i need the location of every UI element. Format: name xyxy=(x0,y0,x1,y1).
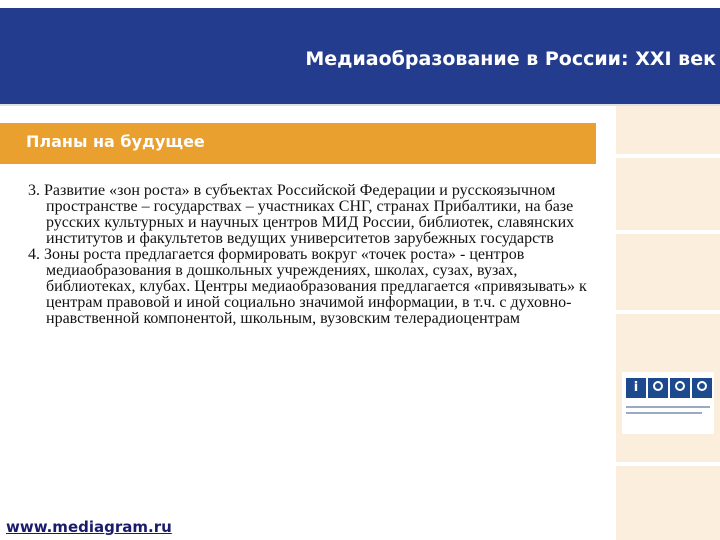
paragraph: 3. Развитие «зон роста» в субъектах Российской Федерации и русскоязычном пространстве – государствах – участниках СНГ, странах Прибалтики, на базе русских культурных и научных центров МИД России, библиотек, славянских институтов и факультетов ведущих университетов зарубежных государств xyxy=(28,182,575,247)
logo-circle-icon xyxy=(648,378,668,398)
side-decoration-strip xyxy=(616,106,720,540)
side-separator xyxy=(616,310,720,314)
logo-circle-icon xyxy=(670,378,690,398)
website-link[interactable]: www.mediagram.ru xyxy=(6,518,172,536)
logo-letter-icon: i xyxy=(626,378,646,398)
side-separator xyxy=(616,462,720,466)
section-heading-bar xyxy=(0,123,596,164)
header-bar xyxy=(0,8,720,104)
side-separator xyxy=(616,230,720,234)
side-separator xyxy=(616,154,720,158)
top-margin xyxy=(0,0,720,8)
slide-title: Медиаобразование в России: XXI век xyxy=(305,48,716,70)
logo-tagline-line xyxy=(626,412,702,414)
partner-logo xyxy=(622,372,714,434)
section-title: Планы на будущее xyxy=(26,132,205,151)
logo-tagline-line xyxy=(626,406,710,408)
logo-circle-icon xyxy=(692,378,712,398)
paragraph: 4. Зоны роста предлагается формировать вокруг «точек роста» - центров медиаобразования в дошкольных учреждениях, школах, сузах, вузах, библиотеках, клубах. Центры медиаобразования предлагается «привязывать» к центрам правовой и иной социально значимой информации, в т.ч. с духовно-нравственной компонентой, школьным, вузовским телерадиоцентрам xyxy=(28,246,587,327)
slide-body xyxy=(28,183,596,327)
header-divider xyxy=(0,104,720,106)
